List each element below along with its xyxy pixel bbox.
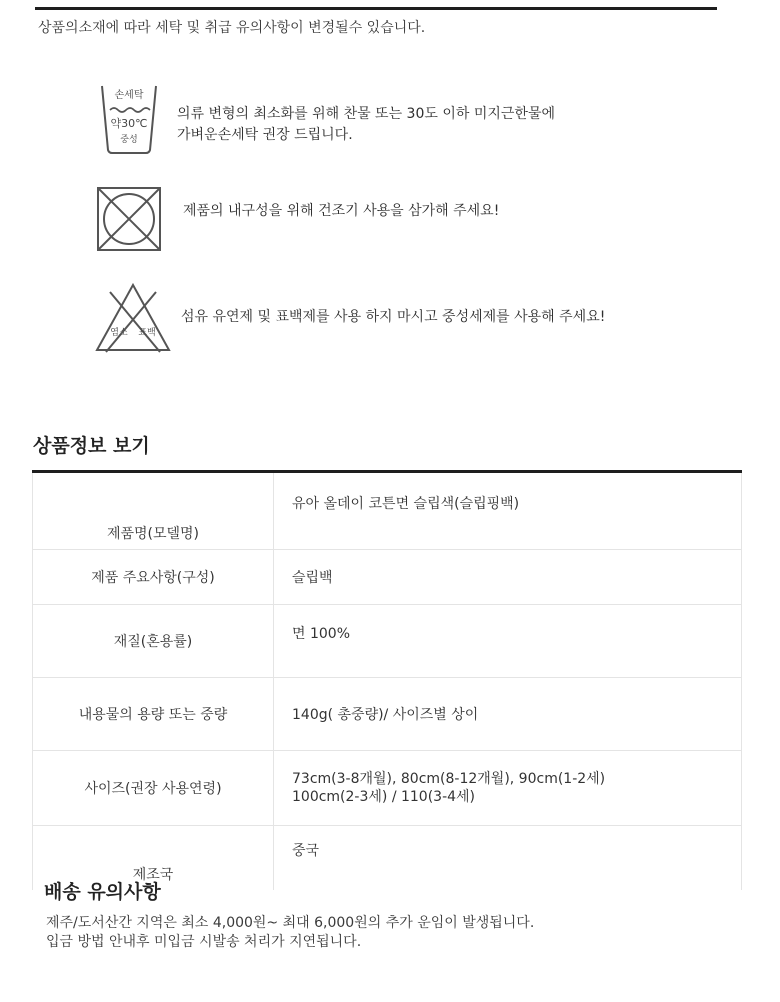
table-value-line: 100cm(2-3세) / 110(3-4세) (292, 789, 476, 805)
table-row (33, 751, 742, 826)
shipping-notice (46, 914, 534, 952)
table-label: 제품명(모델명) (33, 473, 274, 550)
no-bleach-label-right: 표백 (138, 328, 156, 338)
product-info-title: 상품정보 보기 (33, 435, 150, 457)
table-value: 140g( 총중량)/ 사이즈별 상이 (274, 678, 742, 751)
care-text-no-dryer: 제품의 내구성을 위해 건조기 사용을 삼가해 주세요! (183, 203, 500, 219)
hand-wash-label-bottom: 중성 (120, 135, 138, 145)
product-info-table (32, 473, 742, 890)
care-text-no-bleach: 섬유 유연제 및 표백제를 사용 하지 마시고 중성세제를 사용해 주세요! (181, 309, 606, 325)
table-label: 제품 주요사항(구성) (33, 550, 274, 605)
shipping-line: 제주/도서산간 지역은 최소 4,000원~ 최대 6,000원의 추가 운임이 발생됩니다. (46, 915, 535, 931)
care-notice: 상품의소재에 따라 세탁 및 취급 유의사항이 변경될수 있습니다. (38, 20, 426, 36)
table-row (33, 678, 742, 751)
table-row (33, 473, 742, 550)
table-label: 제조국 (33, 826, 274, 891)
table-label: 재질(혼용률) (33, 605, 274, 678)
hand-wash-label-temp: 약30℃ (110, 117, 148, 130)
no-bleach-label-left: 염소 (110, 328, 128, 338)
table-value: 유아 올데이 코튼면 슬립색(슬립핑백) (274, 473, 742, 550)
no-tumble-dry-icon (95, 185, 163, 253)
shipping-line: 입금 방법 안내후 미입금 시발송 처리가 지연됩니다. (46, 934, 362, 950)
table-value: 면 100% (274, 605, 742, 678)
table-value (274, 751, 742, 826)
shipping-title: 배송 유의사항 (44, 881, 161, 903)
care-text-line: 가벼운손세탁 권장 드립니다. (177, 127, 353, 143)
hand-wash-icon (100, 82, 158, 156)
table-value-line: 73cm(3-8개월), 80cm(8-12개월), 90cm(1-2세) (292, 771, 606, 787)
hand-wash-label-top: 손세탁 (114, 90, 144, 101)
table-row (33, 550, 742, 605)
table-value: 슬립백 (274, 550, 742, 605)
table-label: 사이즈(권장 사용연령) (33, 751, 274, 826)
table-row (33, 605, 742, 678)
top-divider (35, 7, 717, 10)
table-label: 내용물의 용량 또는 중량 (33, 678, 274, 751)
care-text-hand-wash (177, 104, 555, 146)
care-text-line: 의류 변형의 최소화를 위해 찬물 또는 30도 이하 미지근한물에 (177, 106, 555, 122)
no-bleach-icon (94, 282, 172, 354)
table-value: 중국 (274, 826, 742, 891)
